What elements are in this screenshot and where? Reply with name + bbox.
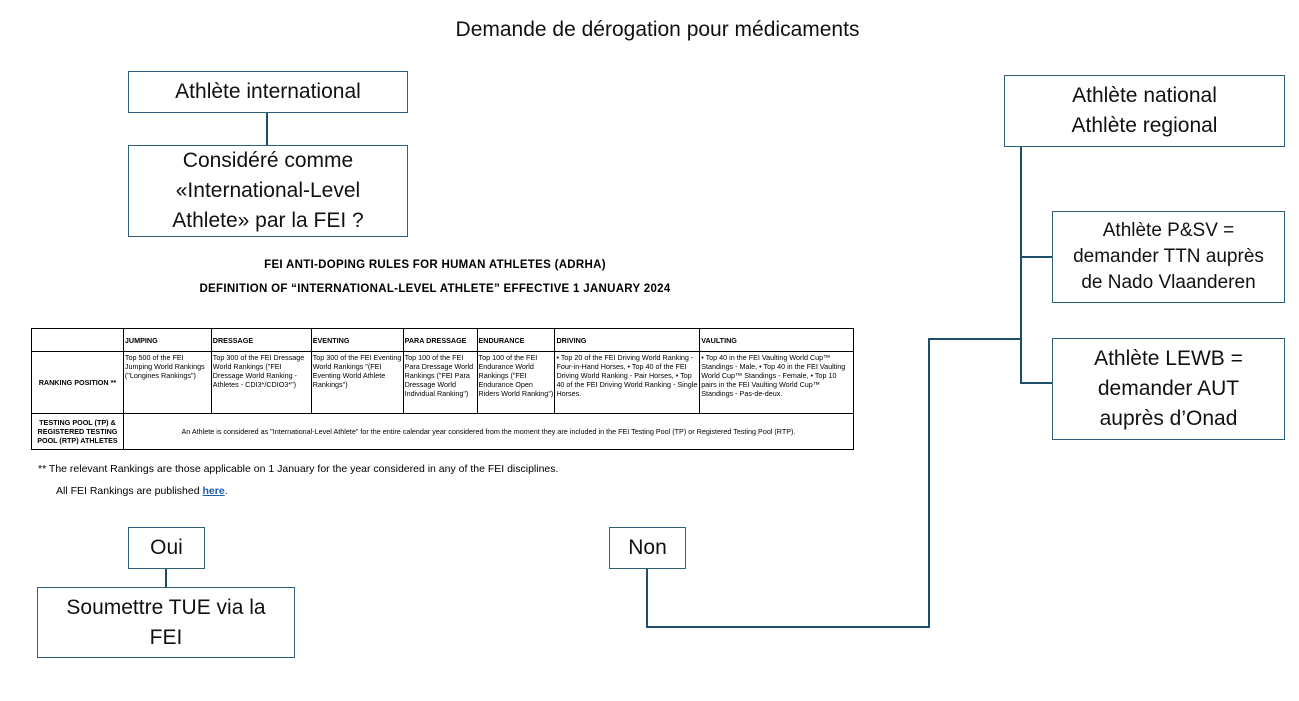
lewb-box [1052,338,1285,440]
table-corner-cell [32,329,124,352]
column-header: PARA DRESSAGE [403,329,477,352]
considered-line-2: «International-Level [175,179,361,202]
international-athlete-box [128,71,408,113]
connector-non-down [646,568,648,628]
connector-national-trunk [1020,146,1022,384]
table-header-row [32,329,854,352]
table-cell: Top 300 of the FEI Eventing World Rankings "(FEI Eventing World Athlete Rankings") [311,352,403,414]
rankings-here-link[interactable]: here [202,485,225,497]
regional-line: Athlète regional [1071,114,1218,137]
submit-tue-box [37,587,295,658]
submit-line-2: FEI [149,625,183,649]
testing-pool-label: TESTING POOL (TP) & REGISTERED TESTING POOL (RTP) ATHLETES [32,414,124,450]
table-row [32,414,854,450]
testing-pool-text: An Athlete is considered as "International-Level Athlete" for the entire calendar year considered from the moment they are included in the FEI Testing Pool (TP) or Registered Testing Pool (RTP). [123,414,853,450]
fei-heading-2: DEFINITION OF “INTERNATIONAL-LEVEL ATHLETE” EFFECTIVE 1 JANUARY 2024 [199,283,671,295]
table-cell: Top 500 of the FEI Jumping World Rankings ("Longines Rankings") [123,352,211,414]
table-row [32,352,854,414]
rankings-published-note [56,485,228,497]
table-cell: Top 100 of the FEI Para Dressage World Rankings ("FEI Para Dressage World Individual Ranking") [403,352,477,414]
connector-to-psv [1020,256,1053,258]
considered-line-3: Athlete» par la FEI ? [172,209,364,232]
column-header: DRESSAGE [211,329,311,352]
column-header: EVENTING [311,329,403,352]
column-header: DRIVING [555,329,700,352]
column-header: ENDURANCE [477,329,555,352]
connector-non-across [646,626,930,628]
fei-ranking-table [31,328,854,450]
rankings-footnote: ** The relevant Rankings are those applicable on 1 January for the year considered in any of the FEI disciplines. [38,463,559,475]
non-box [609,527,686,569]
international-athlete-label: Athlète international [175,80,361,103]
psv-line-2: demander TTN auprès [1073,246,1264,267]
considered-line-1: Considéré comme [182,149,354,172]
published-suffix: . [224,485,228,497]
oui-box [128,527,205,569]
oui-label: Oui [150,536,183,559]
column-header: JUMPING [123,329,211,352]
table-cell: • Top 40 in the FEI Vaulting World Cup™ Standings - Male, • Top 40 in the FEI Vaulting World Cup™ Standings - Female, • Top 10 pairs in the FEI Vaulting World Cup™ Standings - Pas-de-deux. [700,352,854,414]
ranking-position-label: RANKING POSITION ** [32,352,124,414]
table-cell: Top 100 of the FEI Endurance World Rankings ("FEI Endurance Open Riders World Ranking") [477,352,555,414]
column-header: VAULTING [700,329,854,352]
lewb-line-1: Athlète LEWB = [1094,347,1243,370]
psv-line-1: Athlète P&SV = [1102,220,1235,241]
national-line: Athlète national [1072,84,1217,107]
connector-non-up [928,338,930,628]
psv-line-3: de Nado Vlaanderen [1081,272,1256,293]
connector-to-national-branch [928,338,1022,340]
non-label: Non [628,536,667,559]
connector-oui-submit [165,568,167,587]
table-cell: Top 300 of the FEI Dressage World Rankings ("FEI Dressage World Ranking - Athletes - CDI3*/CDIO3*") [211,352,311,414]
page-title: Demande de dérogation pour médicaments [455,18,860,41]
submit-line-1: Soumettre TUE via la [66,595,266,619]
national-regional-box [1004,75,1285,147]
connector-international-considered [266,112,268,146]
table-cell: • Top 20 of the FEI Driving World Ranking - Four-in-Hand Horses, • Top 40 of the FEI Driving World Ranking - Pair Horses, • Top 40 of the FEI Driving World Ranking - Single Horses. [555,352,700,414]
considered-international-box [128,145,408,237]
connector-to-lewb [1020,382,1053,384]
fei-heading-1: FEI ANTI-DOPING RULES FOR HUMAN ATHLETES (ADRHA) [264,259,606,271]
published-prefix: All FEI Rankings are published [56,485,200,497]
lewb-line-3: auprès d’Onad [1099,407,1238,430]
psv-box [1052,211,1285,303]
lewb-line-2: demander AUT [1097,377,1240,400]
